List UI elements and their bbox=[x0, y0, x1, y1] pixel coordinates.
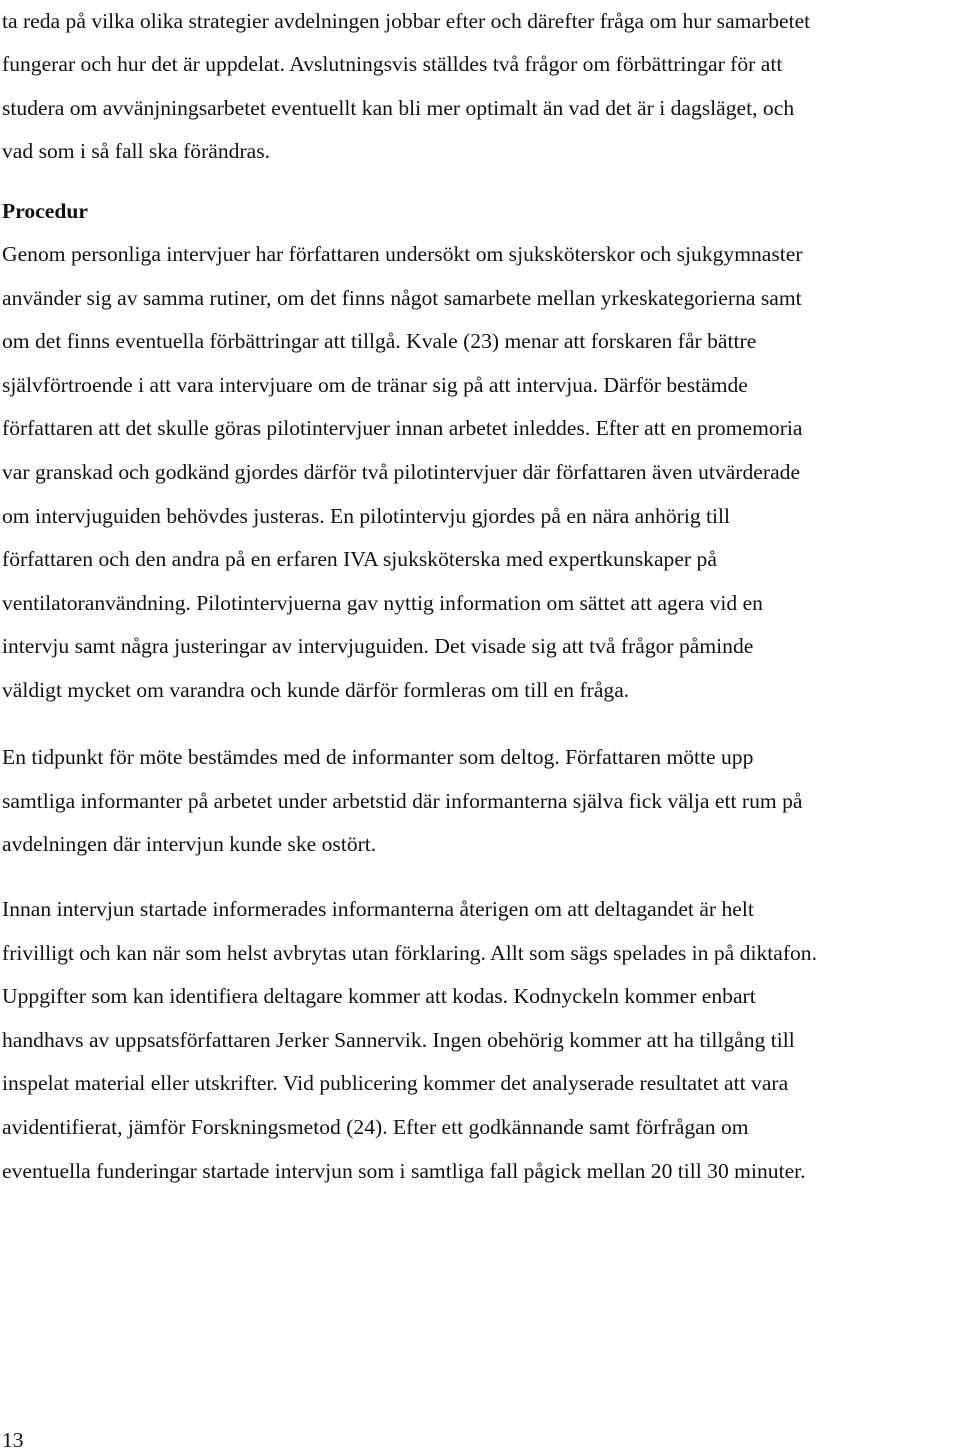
text-line: författaren och den andra på en erfaren IVA sjuksköterska med expertkunskaper på bbox=[2, 547, 717, 572]
text-line: handhavs av uppsatsförfattaren Jerker Sannervik. Ingen obehörig kommer att ha tillgång till bbox=[2, 1027, 795, 1052]
text-line: självförtroende i att vara intervjuare om de tränar sig på att intervjua. Därför bestämde bbox=[2, 372, 748, 397]
meeting-paragraph bbox=[2, 736, 960, 867]
text-line: vad som i så fall ska förändras. bbox=[2, 139, 271, 164]
text-line: författaren att det skulle göras pilotintervjuer innan arbetet inleddes. Efter att en promemoria bbox=[2, 416, 803, 441]
text-line: Innan intervjun startade informerades informanterna återigen om att deltagandet är helt bbox=[2, 897, 754, 921]
text-line: ventilatoranvändning. Pilotintervjuerna gav nyttig information om sättet att agera vid en bbox=[2, 590, 763, 615]
text-line: inspelat material eller utskrifter. Vid publicering kommer det analyserade resultatet att vara bbox=[2, 1071, 789, 1096]
text-line: frivilligt och kan när som helst avbrytas utan förklaring. Allt som sägs spelades in på diktafon. bbox=[2, 940, 818, 965]
text-line: ta reda på vilka olika strategier avdelningen jobbar efter och därefter fråga om hur samarbetet bbox=[2, 9, 811, 33]
text-line: eventuella funderingar startade intervjun som i samtliga fall pågick mellan 20 till 30 minuter. bbox=[2, 1158, 806, 1183]
text-line: Genom personliga intervjuer har författaren undersökt om sjuksköterskor och sjukgymnaster bbox=[2, 242, 803, 266]
text-line: En tidpunkt för möte bestämdes med de informanter som deltog. Författaren mötte upp bbox=[2, 745, 754, 769]
text-line: Uppgifter som kan identifiera deltagare kommer att kodas. Kodnyckeln kommer enbart bbox=[2, 984, 756, 1009]
text-line: studera om avvänjningsarbetet eventuellt kan bli mer optimalt än vad det är i dagsläget, och bbox=[2, 95, 795, 120]
intro-paragraph bbox=[2, 0, 960, 174]
procedure-paragraph bbox=[2, 233, 960, 713]
text-line: om intervjuguiden behövdes justeras. En pilotintervju gjordes på en nära anhörig till bbox=[2, 503, 731, 528]
consent-paragraph bbox=[2, 888, 960, 1193]
text-line: om det finns eventuella förbättringar att tillgå. Kvale (23) menar att forskaren får bättre bbox=[2, 329, 757, 354]
text-line: intervju samt några justeringar av intervjuguiden. Det visade sig att två frågor påminde bbox=[2, 634, 754, 659]
text-line: väldigt mycket om varandra och kunde därför formleras om till en fråga. bbox=[2, 677, 630, 702]
page-number: 13 bbox=[2, 1428, 24, 1452]
text-line: fungerar och hur det är uppdelat. Avslutningsvis ställdes två frågor om förbättringar för att bbox=[2, 52, 783, 77]
text-line: samtliga informanter på arbetet under arbetstid där informanterna själva fick välja ett rum på bbox=[2, 788, 803, 813]
text-line: var granskad och godkänd gjordes därför två pilotintervjuer där författaren även utvärderade bbox=[2, 459, 801, 484]
text-line: avidentifierat, jämför Forskningsmetod (24). Efter ett godkännande samt förfrågan om bbox=[2, 1114, 749, 1139]
text-line: avdelningen där intervjun kunde ske ostört. bbox=[2, 832, 377, 857]
section-heading: Procedur bbox=[2, 199, 88, 223]
text-line: använder sig av samma rutiner, om det finns något samarbete mellan yrkeskategorierna samt bbox=[2, 285, 802, 310]
